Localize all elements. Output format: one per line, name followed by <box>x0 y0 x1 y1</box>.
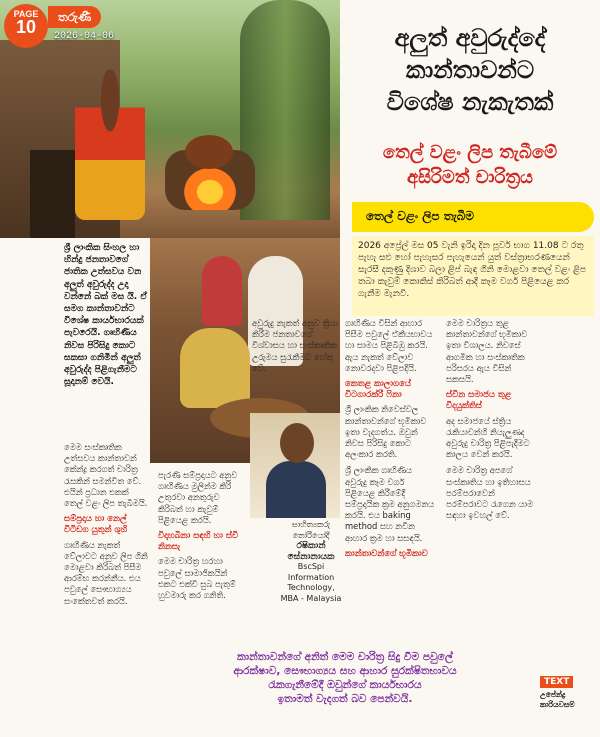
column-5: මෙම චාරිත්‍රය තුළ කාන්තාවන්ගේ භූමිකාව ඉතා විශාලය. නිවසේ ආගමික හා සංස්කෘතික පරිසරය ඇය විසින් සකසයි. ස්වීන සමාජය තුළ විදයුක්තිස් අද සමාජයේ ස්ත්‍රිය රැකියාවන්හි නියැලුණද අවුරුදු චාරිත්‍ර පිළිපැදීමට කාලය වෙන් කරයි. මෙම චාරිත්‍ර අපගේ සංස්කෘතිය හා ඉතිහාසය පරම්පරාවෙන් පරම්පරාවට රැගෙන යාම සඳහා ඉවහල් වේ. <box>446 318 534 521</box>
info-box-title: තෙල් වළං ලිප තැබීම <box>352 202 594 232</box>
column-1: මෙම සංස්කෘතික උත්සවය කාන්තාවන් කේන්ද්‍ර කරගත් චාරිත්‍ර රැසකින් සමන්විත වේ. එයින් ප්‍රධාන එකක් තෙල් වළං ලිප තැබීමයි. සම්ප්‍රදාය හා නෙල් වීටිඩග යුතුන් ශුහි ගෘහිණිය නැකත් වේලාවට අනුව ලිප ගිනි මොළවා කිරිබත් පිසීම ආරම්භ කරන්නීය. එය පවුලේ සෞභාග්‍යය සංකේතවත් කරයි. <box>64 442 148 606</box>
text-credit: TEXT උපේන්ද්‍ර කාරියවසම් <box>540 677 575 709</box>
info-box-text: 2026 අප්‍රේල් මස 05 වැනි ඉරිදා දින පූර්ව භාග 11.08 ට රතු පැහැ සළු හෝ පැහැසර පැහැයෙන් යුත් වස්ත්‍රාභරණයෙන් සැරසී දකුණු දිශාව බලා ළිප් බැඳ ගිනි මොළවා තෙල් වළං ළිප තබා කැවුම් කොකිස් කිරිබත් ආදී කෑම වර්ග පිළියෙළ කර ගැනීම මැනවි. <box>352 236 594 316</box>
hero-photo <box>0 0 340 238</box>
column-4: ගෘහිණිය විසින් ආහාර පිසීම පවුලේ ඒකීයභාවය හා සාමය පිළිබිඹු කරයි. ඇය නැකත් වේලාව නොවරදවා පිළිපදියි. කෙතළ කාලාගයේ විටගාරක්රී ෆිනා ශ්‍රී ලාංකික නිවෙස්වල කාන්තාවන්ගේ භූමිකාව ඉතා වැදගත්ය. ඔවුන් නිවස පිරිසිදු කොට අලංකාර කරති. ශ්‍රී ලාංකික ගෘහිණිය අවුරුදු කෑම වර්ග පිළියෙළ කිරීමේදී සම්ප්‍රදායික ක්‍රම අනුගමනය කරයි. එය baking method සහ නවීන ආහාර ක්‍රම හා සසඳයි. කාන්තාවන්ගේ භූමිකාව <box>345 318 435 559</box>
clay-pot <box>185 135 233 169</box>
headline: අලුත් අවුරුද්දේ කාන්තාවන්ට විශේෂ නැකැතක් <box>386 24 554 116</box>
page-badge <box>4 4 164 48</box>
column-3: අවුරුදු නැකත් අනුව ක්‍රියා කිරීම ජනතාවගේ විශ්වාසය හා සංස්කෘතික උරුමය සුරැකීමට හේතු වේ. <box>252 318 339 373</box>
woman-figure <box>75 70 145 220</box>
section-name: තරුණී <box>48 6 101 28</box>
page-number: PAGE 10 <box>4 4 48 48</box>
lead-paragraph: ශ්‍රී ලාංකික සිංහල හා හින්දු ජනතාවගේ ජාතික උත්සවය වන අලුත් අවුරුද්ද උදා වන්නේ බක් මස යි. ඒ සමග කාන්තාවන්ට විශේෂ කාර්යභාරයක් පැවරෙයි. ගෘහිණිය නිවස පිරිසිදු කොට සකසා ගනිමින් අලුත් අවුරුද්ද පිළිගැනීමට සූදානම් වෙයි. <box>64 243 148 388</box>
issue-date: 2026-04-06 <box>54 31 115 42</box>
author-credit: සාහිත්‍යකරු තෝරියෝදී රෂිකාන් සේනානායක BscSpi Information Technology, MBA - Malaysia <box>280 520 342 603</box>
pull-quote: කාන්තාවන්ගේ අනිත් මෙම චාරිත්‍ර සිදු වීම පවුලේ ආරක්ෂාව, සෞභාග්‍යය සහ ආහාර සුරක්ෂිතභාවය රැකගැනීමේදී ඔවුන්ගේ කාර්යභාරය ඉතාමත් වැදගත් බව පෙන්වයි. <box>233 651 457 705</box>
subheadline: තෙල් වළං ලිප තැබීමේ අසිරිමත් චාරිත්‍රය <box>382 142 558 188</box>
column-2: පැරණි සම්ප්‍රදායට අනුව ගෘහිණිය මුලින්ම කිරි උතුරවා අනතුරුව කිරිබත් හා කැවුම් පිළියෙළ කරයි. විදාහබීනා සඳහි හා ස්වී නිනසැ මෙම චාරිත්‍ර හරහා පවුලේ සාමාජිකයින් එකට එක්වී සුබ පැතුම් හුවමාරු කර ගනිති. <box>158 470 239 601</box>
author-photo <box>250 413 340 518</box>
